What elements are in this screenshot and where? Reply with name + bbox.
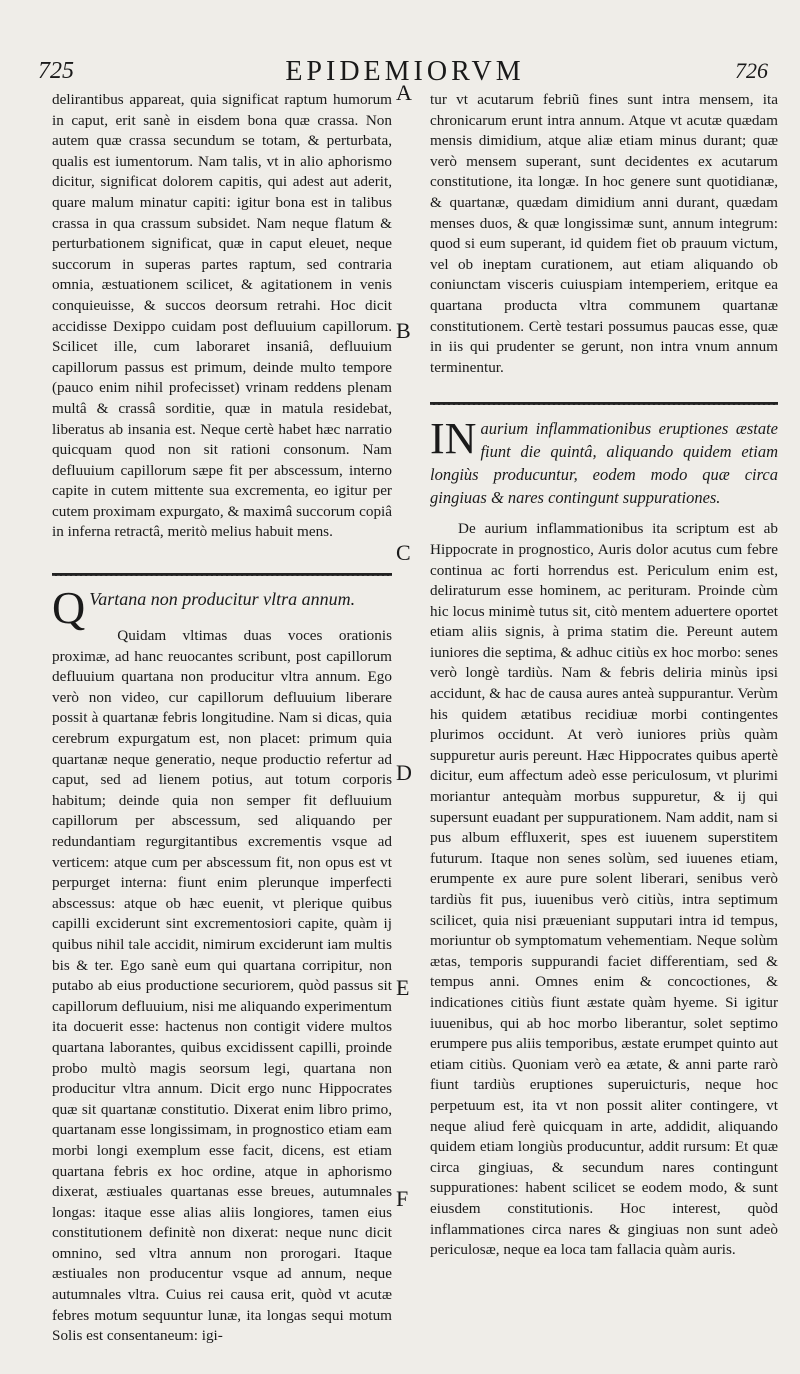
section-divider (52, 573, 392, 576)
section-heading (430, 414, 778, 509)
margin-letter-b: B (396, 318, 411, 343)
heading-text: aurium inflammationibus eruptiones æstate fiunt die quintâ, aliquando quidem etiam longiùs producuntur, eodem modo quæ circa gingiuas & nares contingunt suppurationes. (430, 419, 778, 508)
commentary-paragraph: tur vt acutarum febriũ fines sunt intra mensem, ita chronicarum erunt intra annum. Atque vt acutæ quædam mensis dimidium, atque aliæ etiam minus durant; quæ verò mensem superant, sunt decidentes ex acutarum constitutione, ita longæ. In hoc genere sunt quotidianæ, & quartanæ, quædam dimidium anni durant, quædam menses duos, & quæ longissimæ sunt, annum integrum: quod si eum superant, id quidem fiet ob prauum victum, vel ob ineptam curationem, aut etiam aliquando ob coniunctam visceris cuiuspiam intemperiem, eritque ea quartana producta vltra communem quartanæ constitutionem. Certè testari possumus paucas esse, quæ in iis qui prudenter se gerunt, non intra vnum annum terminentur. (430, 91, 778, 376)
drop-cap: IN (430, 414, 477, 464)
margin-letter-f: F (396, 1186, 409, 1211)
page-number-right: 726 (735, 58, 768, 83)
commentary-paragraph: De aurium inflammationibus ita scriptum est ab Hippocrate in prognostico, Auris dolor acutus cum febre continua ac forti horrendus est. Periculum enim est, deliraturum esse hominem, ac perituram. Proinde cùm hic locus minimè tutus sit, citò mentem aduertere oportet etiam aliis signis, à prima statim die. Pereunt autem iuniores die septima, & adhuc citiùs ex hoc morbo: senes verò longè tardiùs. Nam & febris deliria minùs ipsi accidunt, & hac de causa aures anteà suppurantur. Verùm his quidem ætatibus recidiuæ morbi contingentes plurimos occidunt. At verò iuniores priùs quàm suppuretur auris pereunt. Hæc Hippocrates quibus apertè dicitur, eum affectum adeò esse periculosum, vt plurimi moriantur antequàm morbus suppuretur, & ij qui supersunt euadant per suppurationem. Nam addit, nam si pus album effluxerit, spes est iuuenem superstitem futurum. Itaque non senes solùm, sed iuuenes etiam, erumpente ex aure pure solent liberari, senibus verò tardiùs fit pus, iuuenibus verò citiùs, intra septimum scilicet, quia nisi præueniant supputari intra id tempus, moriuntur ob symptomatum vehementiam. Neque solùm ætas, temporis suppurandi faciet differentiam, sed & tempus anni. Omnes enim & concoctiones, & indicationes citiùs fiunt æstate quàm hyeme. Si igitur iuuenibus, qui ab hoc morbo liberantur, solet septimo erumpere pus aliis temporibus, æstate erumpet quinto aut etiam citiùs. Quoniam verò ea ætate, & anni parte rarò fiunt tardiùs eruptiones superuicturis, neque hoc perpetuum est, ita vt non possit aliter contingere, vt neque aliud ferè quicquam in arte, addidit, aliquando quidem etiam longiùs producuntur, addit rursum: Et quæ circa gingiuas, & secundum nares contingunt suppurationes: habent scilicet se eodem modo, & sunt eiusdem constitutionis. Hoc interest, quòd inflammationes circa nares & gingiuas non sunt adeò periculosæ, neque ea loca tam fallacia quàm auris. (430, 520, 778, 1259)
commentary-paragraph: Quidam vltimas duas voces orationis proximæ, ad hanc reuocantes scribunt, post capillorum defluuium quartana non producitur vltra annum. Ego verò non video, cur capillorum defluuium liberare possit à quartanæ febris longitudine. Nam si dicas, quia cerebrum expurgatum est, non placet: primum quia quartanæ neque generatio, neque productio refertur ad caput, sed ad lienem potius, aut totum corporis habitum; deinde quia non semper fit defluuium capillorum per abscessum, sed aliquando per redundantiam regurgitantibus excrementis vsque ad verticem: atque cum per abscessum fit, non opus est vt perpurget interna: fiunt enim plerunque imperfecti abscessus: atque ob hæc euenit, vt plerique quibus capilli exciderunt sint excrementosiori capite, quàm ij quibus nihil tale accidit, nimirum exciderunt iam multis bis & ter. Ego sanè eum qui quartana corripitur, non putabo ab eius productione securiorem, quòd passus sit capillorum defluuium, nisi me aliquando experimentum ita docuerit esse: hactenus non contigit videre multos quartana laborantes, quibus excidissent capilli, proinde probo multò magis seorsum legi, quartana non producitur vltra annum. Dicit ergo nunc Hippocrates quæ sit quartanæ constitutio. Dixerat enim libro primo, quartanam esse longissimam, in prognostico etiam eam morbi longi exemplum esse facit, dicens, est etiam quartana febris ex hoc ordine, atque in aphorismo dixerat, æstiuales quartanas esse breues, autumnales longas: itaque esse alias aliis longiores, tamen eius constitutionem definitè non dixerat: neque nunc dicit omnino, sed vltra annum non prorogari. Itaque æstiuales non producentur vsque ad annum, neque autumnales vltra. Cuius rei causa erit, quòd vt acutæ febres motum sequuntur lunæ, ita longas sequi motum Solis est consentaneum: igi- (52, 627, 392, 1345)
section-divider (430, 402, 778, 405)
margin-letter-d: D (396, 760, 412, 785)
margin-letter-a: A (396, 80, 412, 105)
commentary-paragraph: delirantibus appareat, quia significat raptum humorum in caput, erit sanè in eisdem bona quæ crassa. Non autem quæ crassa secundum se totam, & perturbata, qualis est iumentorum. Nam talis, vt in alio aphorismo dicitur, significat dolorem capitis, qui adest aut aderit, quare malum minatur capiti: igitur bona est in talibus crassa in qua crassum subsidet. Nam neque flatum & perturbationem significat, quæ in caput eleuet, neque succorum in superas partes raptum, sed contraria omnia, æstuationem scilicet, & agitationem in venis conquieuisse, & succos deorsum retrahi. Hoc dicit accidisse Dexippo cuidam post defluuium capillorum. Scilicet ille, cum laboraret insaniâ, defluuium capillorum passus est primum, deinde multo tempore (pauco enim nihil profecisset) vrinam reddens plenam multâ & crassâ sorditie, quæ in matula residebat, liberatus ab insania est. Neque certè habet hæc narratio quicquam quod non sit rationi consonum. Nam defluuium capillorum sæpe fit per abscessum, interno capite in cutem mittente sua excrementa, eo igitur per cutem proximam expurgato, & maximâ succorum copiâ in inferna retractâ, meritò melius habuit mens. (52, 91, 392, 541)
right-column (430, 90, 778, 1261)
margin-letter-e: E (396, 975, 410, 1000)
section-heading (52, 582, 392, 634)
margin-letter-c: C (396, 540, 411, 565)
page-number-left: 725 (38, 58, 74, 84)
heading-text: Vartana non producitur vltra annum. (89, 589, 356, 610)
left-column (52, 90, 392, 1347)
drop-cap: Q (52, 582, 86, 634)
running-title: EPIDEMIORVM (285, 56, 525, 87)
